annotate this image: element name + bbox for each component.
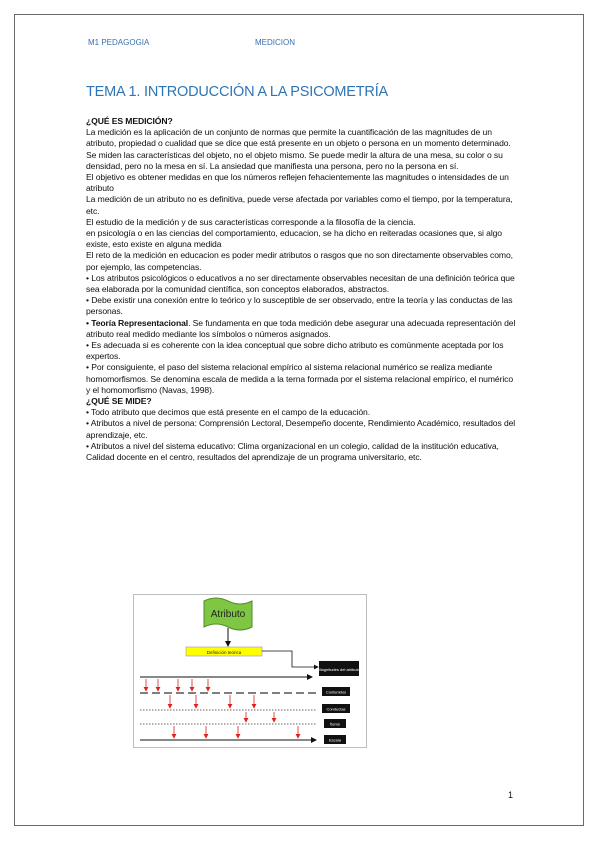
bullet-item: • Es adecuada si es coherente con la idea conceptual que sobre dicho atributo es comúnmente aceptada por los expertos. bbox=[86, 340, 504, 362]
paragraph: La medición es la aplicación de un conjunto de normas que permite la cuantificación de las magnitudes de un atributo, propiedad o cualidad que se dice que está presente en un objeto o persona en un momento determinado. bbox=[86, 127, 511, 149]
definition-label: Definición teórica bbox=[206, 650, 242, 655]
paragraph: Se miden las características del objeto, no el objeto mismo. Se puede medir la altura de una mesa, su color o su densidad, pero no la mesa en sí. La ansiedad que manifiesta una persona, pero no la persona en sí. bbox=[86, 149, 503, 171]
measurement-diagram bbox=[133, 594, 367, 748]
paragraph: La medición de un atributo no es definitiva, puede verse afectada por variables como el tiempo, por la temperatura, etc. bbox=[86, 194, 513, 216]
document-body bbox=[86, 116, 516, 463]
bullet-item: • Todo atributo que decimos que está presente en el campo de la educación. bbox=[86, 407, 371, 418]
section-heading-medicion: ¿QUÉ ES MEDICIÓN? bbox=[86, 116, 173, 126]
page-number: 1 bbox=[508, 790, 514, 800]
bullet-item: • Atributos a nivel del sistema educativo: Clima organizacional en un colegio, calidad de la institución educativa, Calidad docente en el centro, resultados del aprendizaje de un programa universitario, etc. bbox=[86, 440, 499, 463]
paragraph: en psicología o en las ciencias del comportamiento, educacion, se ha dicho en reiteradas ocasiones que, si algo existe, esto existe en alguna medida bbox=[86, 228, 502, 250]
magnitudes-label: Magnitudes del atributo bbox=[318, 667, 360, 672]
paragraph: El estudio de la medición y de sus características corresponde a la filosofía de la ciencia. bbox=[86, 216, 416, 227]
level-label-contenidos: Contenidos bbox=[325, 689, 347, 695]
page-title: TEMA 1. INTRODUCCIÓN A LA PSICOMETRÍA bbox=[86, 84, 388, 100]
bullet-item bbox=[86, 318, 516, 340]
paragraph: El objetivo es obtener medidas en que los números reflejen fehacientemente las magnitudes o intensidades de un atributo bbox=[86, 172, 509, 194]
bullet-text: . Se fundamenta en que toda medición debe asegurar una adecuada representación del atributo real medido mediante los símbolos o números asignados. bbox=[86, 317, 516, 339]
attribute-flag-label: Atributo bbox=[210, 609, 246, 620]
level-label-escala: Escala bbox=[328, 737, 342, 743]
header-topic: MEDICION bbox=[255, 38, 295, 47]
paragraph: El reto de la medición en educacion es poder medir atributos o rasgos que no son directamente observables como, por ejemplo, las competencias. bbox=[86, 250, 513, 272]
bullet-item: • Los atributos psicológicos o educativos a no ser directamente observables necesitan de una definición teórica que sea elaborada por la comunidad científica, son conceptos elaborados, abstractos. bbox=[86, 272, 515, 295]
diagram-svg bbox=[134, 595, 366, 747]
level-label-conductas: Conductas bbox=[326, 706, 346, 712]
section-heading-que-se-mide: ¿QUÉ SE MIDE? bbox=[86, 396, 152, 407]
bullet-item: • Atributos a nivel de persona: Comprensión Lectoral, Desempeño docente, Rendimiento Académico, resultados del aprendizaje, etc. bbox=[86, 418, 516, 440]
bullet-bold-term: • Teoría Representacional bbox=[86, 317, 189, 328]
bullet-item: • Debe existir una conexión entre lo teórico y lo susceptible de ser observado, entre la teoría y las conductas de las personas. bbox=[86, 295, 513, 317]
bullet-item: • Por consiguiente, el paso del sistema relacional empírico al sistema relacional numérico se realiza mediante homomorfismos. Se denomina escala de medida a la terna formada por el sistema relacional empírico, el numérico y el homomorfismo (Navas, 1998). bbox=[86, 362, 514, 395]
header-subject: M1 PEDAGOGIA bbox=[88, 38, 150, 47]
level-label-items: Ítems bbox=[330, 721, 340, 727]
